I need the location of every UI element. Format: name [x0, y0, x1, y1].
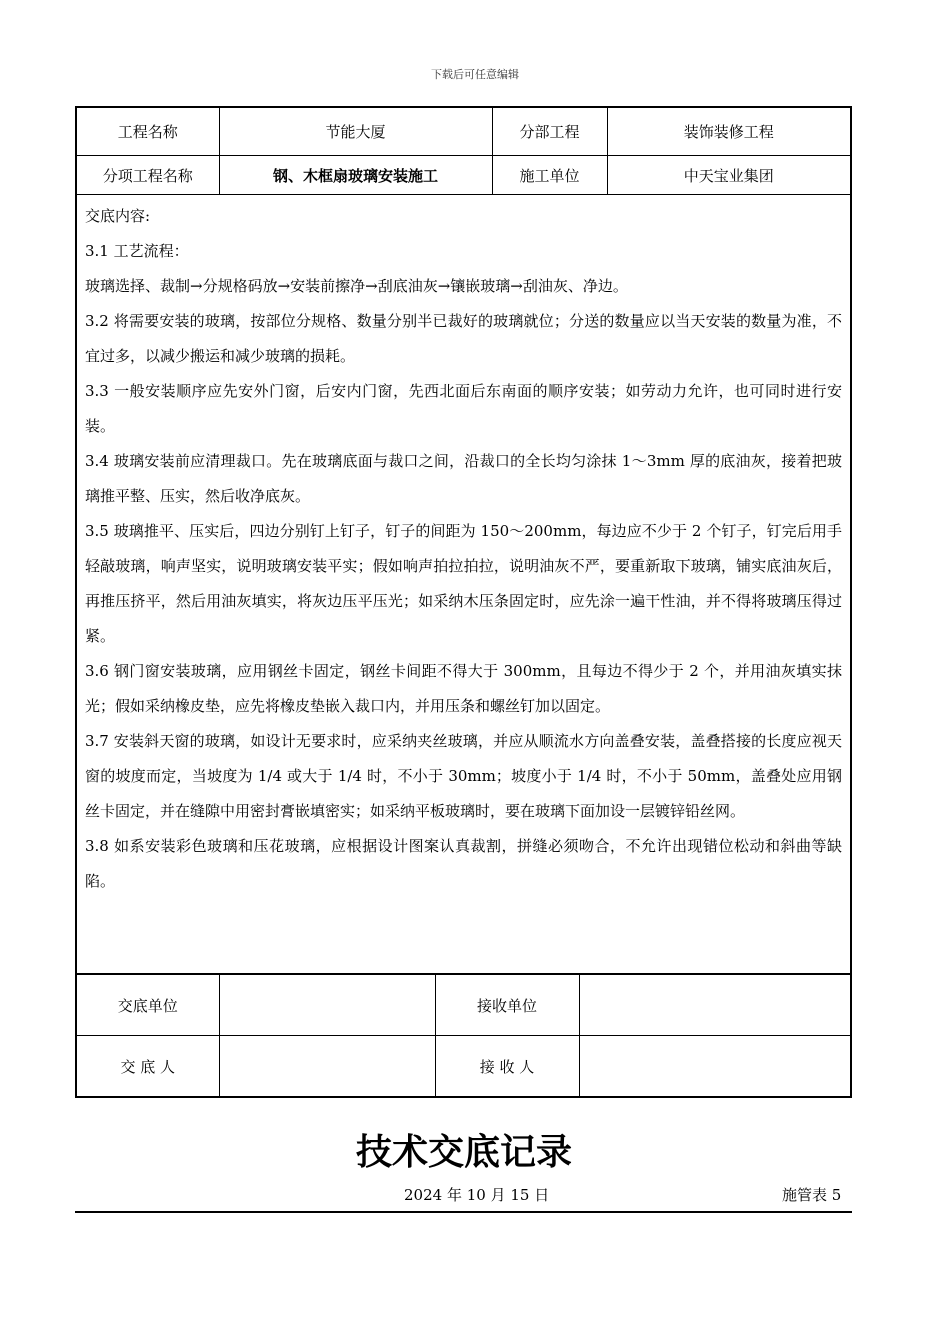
content-paragraph: 3.1 工艺流程：: [85, 242, 189, 260]
content-paragraph: 3.3 一般安装顺序应先安外门窗，后安内门窗，先西北面后东南面的顺序安装；如劳动力允许，也可同时进行安装。: [85, 382, 842, 435]
document-title: 技术交底记录: [355, 1132, 572, 1173]
document-date: 2024 年 10 月 15 日: [404, 1186, 550, 1204]
project-name-value: 节能大厦: [219, 107, 492, 156]
header-note: 下载后可任意编辑: [431, 68, 519, 81]
issuing-unit-value: [219, 974, 435, 1036]
contractor-label: 施工单位: [492, 156, 607, 195]
subitem-label: 分项工程名称: [76, 156, 219, 195]
receiving-unit-value: [579, 974, 851, 1036]
receiving-unit-label: 接收单位: [435, 974, 579, 1036]
receiver-label: 接 收 人: [435, 1036, 579, 1098]
issuer-value: [219, 1036, 435, 1098]
issuer-label: 交 底 人: [76, 1036, 219, 1098]
content-paragraph: 3.2 将需要安装的玻璃，按部位分规格、数量分别半已裁好的玻璃就位；分送的数量应以当天安装的数量为准，不宜过多，以减少搬运和减少玻璃的损耗。: [85, 312, 842, 365]
division-label: 分部工程: [492, 107, 607, 156]
content-heading: 交底内容:: [85, 207, 151, 225]
content-paragraph: 3.8 如系安装彩色玻璃和压花玻璃，应根据设计图案认真裁割，拼缝必须吻合，不允许出现错位松动和斜曲等缺陷。: [85, 837, 842, 890]
project-info-table: [75, 106, 852, 975]
receiver-value: [579, 1036, 851, 1098]
content-paragraph: 3.6 钢门窗安装玻璃，应用钢丝卡固定，钢丝卡间距不得大于 300mm，且每边不得少于 2 个，并用油灰填实抹光；假如采纳橡皮垫，应先将橡皮垫嵌入裁口内，并用压条和螺丝钉加以固定。: [85, 662, 842, 715]
content-paragraph: 3.5 玻璃推平、压实后，四边分别钉上钉子，钉子的间距为 150～200mm，每边应不少于 2 个钉子，钉完后用手轻敲玻璃，响声坚实，说明玻璃安装平实；假如响声拍拉拍拉，说明油灰不严，要重新取下玻璃，铺实底油灰后，再推压挤平，然后用油灰填实，将灰边压平压光；如采纳木压条固定时，应先涂一遍干性油，并不得将玻璃压得过紧。: [85, 522, 842, 645]
disclosure-content: [76, 195, 851, 975]
signature-table: [75, 973, 852, 1098]
issuing-unit-label: 交底单位: [76, 974, 219, 1036]
subitem-value: 钢、木框扇玻璃安装施工: [219, 156, 492, 195]
form-number: 施管表 5: [782, 1186, 842, 1204]
content-paragraph: 3.4 玻璃安装前应清理裁口。先在玻璃底面与裁口之间，沿裁口的全长均匀涂抹 1～3mm 厚的底油灰，接着把玻璃推平整、压实，然后收净底灰。: [85, 452, 842, 505]
content-paragraph: 3.7 安装斜天窗的玻璃，如设计无要求时，应采纳夹丝玻璃，并应从顺流水方向盖叠安装，盖叠搭接的长度应视天窗的坡度而定，当坡度为 1/4 或大于 1/4 时，不小于 30mm；坡度小于 1/4 时，不小于 50mm，盖叠处应用钢丝卡固定，并在缝隙中用密封膏嵌填密实；如采纳平板玻璃时，要在玻璃下面加设一层镀锌铅丝网。: [85, 732, 842, 820]
footer-divider: [75, 1211, 852, 1213]
contractor-value: 中天宝业集团: [607, 156, 851, 195]
division-value: 装饰装修工程: [607, 107, 851, 156]
content-paragraph: 玻璃选择、裁制→分规格码放→安装前擦净→刮底油灰→镶嵌玻璃→刮油灰、净边。: [85, 277, 628, 295]
project-name-label: 工程名称: [76, 107, 219, 156]
